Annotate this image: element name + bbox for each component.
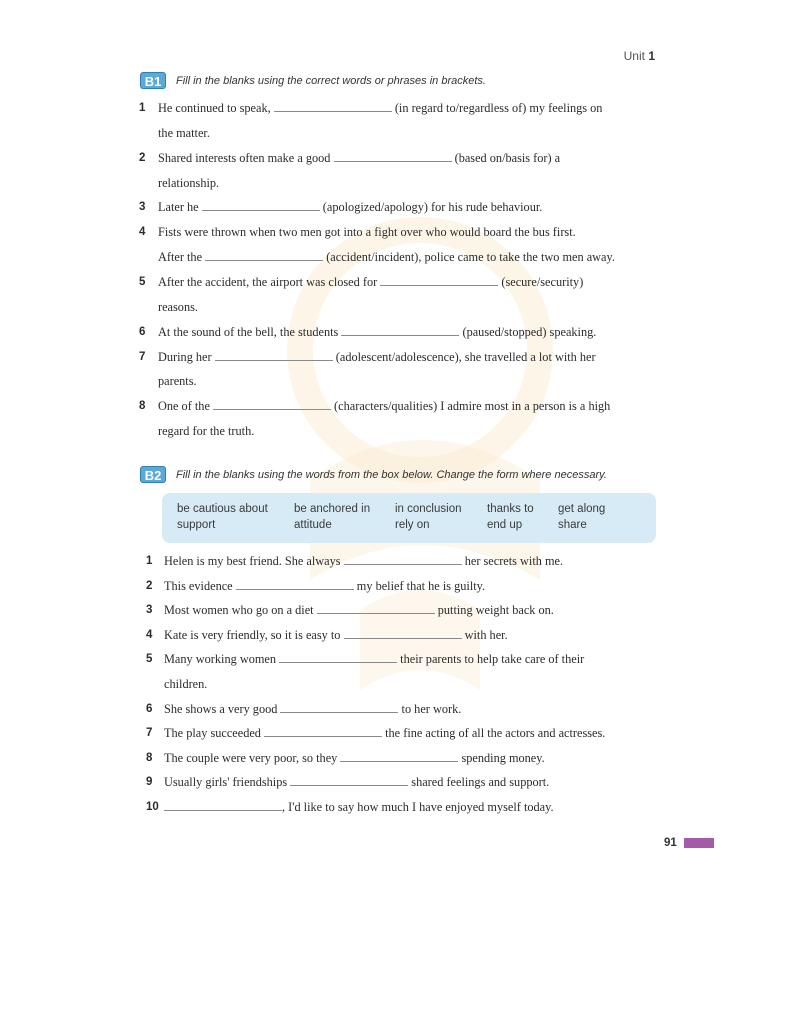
exercise-item	[139, 270, 700, 320]
exercise-item	[146, 746, 700, 771]
word-box-item: get along	[558, 503, 606, 515]
exercise-number: 4	[146, 628, 153, 641]
exercise-number: 7	[146, 727, 153, 740]
exercise-text: the matter.	[158, 125, 210, 140]
word-box-item: end up	[487, 519, 523, 531]
answer-blank[interactable]	[280, 701, 398, 713]
exercise-text: (secure/security)	[498, 274, 584, 289]
exercise-text: children.	[164, 676, 208, 691]
exercise-number: 10	[146, 801, 159, 813]
answer-blank[interactable]	[202, 199, 320, 211]
exercise-line	[158, 220, 576, 245]
exercise-number: 3	[146, 604, 153, 617]
exercise-item	[146, 795, 700, 820]
section-b1-badge: B1	[140, 72, 166, 89]
exercise-text: spending money.	[458, 750, 545, 765]
exercise-text: my belief that he is guilty.	[353, 578, 486, 593]
exercise-text: She shows a very good	[164, 701, 281, 716]
exercise-text: Later he	[158, 200, 202, 215]
answer-blank[interactable]	[344, 627, 462, 639]
exercise-line	[158, 121, 210, 146]
answer-blank[interactable]	[164, 799, 282, 811]
exercise-text: (in regard to/regardless of) my feelings on	[391, 101, 603, 115]
exercise-line	[164, 697, 461, 722]
answer-blank[interactable]	[274, 100, 392, 112]
exercise-number: 9	[146, 776, 153, 789]
word-box-item: be anchored in	[294, 503, 371, 515]
exercise-text: relationship.	[158, 175, 220, 190]
exercise-line	[158, 171, 219, 196]
answer-blank[interactable]	[317, 602, 435, 614]
word-box-item: rely on	[395, 519, 430, 531]
exercise-text: with her.	[461, 627, 508, 642]
exercise-number: 5	[146, 653, 153, 666]
exercise-number: 5	[139, 275, 146, 288]
exercise-text: shared feelings and support.	[408, 775, 550, 790]
exercise-item	[146, 549, 700, 574]
exercise-text: At the sound of the bell, the students	[158, 324, 342, 339]
exercise-text: During her	[158, 349, 215, 364]
answer-blank[interactable]	[264, 725, 382, 737]
exercise-text: Most women who go on a diet	[164, 603, 317, 618]
exercise-line	[164, 549, 563, 574]
word-box-item: be cautious about	[177, 503, 268, 515]
exercise-text: regard for the truth.	[158, 424, 255, 439]
exercise-text: After the accident, the airport was closed for	[158, 274, 381, 289]
answer-blank[interactable]	[340, 750, 458, 762]
exercise-text: The play succeeded	[164, 726, 265, 741]
exercise-item	[146, 647, 700, 696]
exercise-line	[158, 195, 542, 220]
exercise-line	[158, 295, 198, 320]
exercise-text: (paused/stopped) speaking.	[459, 324, 597, 339]
exercise-number: 4	[139, 226, 146, 239]
exercise-line	[164, 647, 584, 672]
section-b2-instruction: Fill in the blanks using the words from the box below. Change the form where necessary.	[176, 468, 607, 481]
exercise-item	[146, 770, 700, 795]
exercise-number: 7	[139, 350, 146, 363]
unit-label: Unit 1	[623, 49, 655, 63]
exercise-line	[164, 795, 554, 820]
exercise-line	[164, 574, 485, 599]
exercise-text: (apologized/apology) for his rude behaviour.	[319, 200, 543, 215]
exercise-item	[146, 598, 700, 623]
exercise-number: 8	[139, 400, 146, 413]
exercise-item	[146, 721, 700, 746]
answer-blank[interactable]	[341, 324, 459, 336]
section-b2-header	[140, 466, 607, 483]
exercise-text: reasons.	[158, 299, 198, 314]
exercise-text: One of the	[158, 399, 213, 414]
section-b2-badge: B2	[140, 466, 166, 483]
page-number: 91	[664, 837, 677, 849]
word-box-item: in conclusion	[395, 503, 462, 515]
exercise-line	[158, 369, 197, 394]
word-box	[162, 493, 656, 543]
exercise-text: , I'd like to say how much I have enjoyed myself today.	[282, 800, 554, 814]
exercise-text: Usually girls' friendships	[164, 775, 291, 790]
answer-blank[interactable]	[215, 349, 333, 361]
exercise-number: 3	[139, 201, 146, 214]
exercise-line	[164, 770, 549, 795]
exercise-text: Kate is very friendly, so it is easy to	[164, 627, 344, 642]
exercise-text: (adolescent/adolescence), she travelled a lot with her	[332, 349, 596, 364]
exercise-item	[146, 697, 700, 722]
exercise-line	[158, 96, 602, 121]
exercise-item	[139, 394, 700, 444]
exercise-text: to her work.	[398, 701, 462, 716]
exercise-line	[158, 146, 560, 171]
exercise-line	[158, 245, 615, 270]
answer-blank[interactable]	[380, 274, 498, 286]
exercise-line	[164, 672, 207, 697]
word-box-item: attitude	[294, 519, 332, 531]
exercise-line	[158, 270, 583, 295]
exercise-text: the fine acting of all the actors and actresses.	[382, 726, 606, 741]
exercise-number: 1	[139, 102, 146, 114]
word-box-item: thanks to	[487, 503, 534, 515]
exercise-number: 6	[139, 325, 146, 338]
exercise-item	[139, 195, 700, 220]
word-box-item: share	[558, 519, 587, 531]
exercise-line	[158, 394, 610, 419]
exercise-text: (accident/incident), police came to take the two men away.	[323, 250, 615, 265]
answer-blank[interactable]	[290, 774, 408, 786]
exercise-item	[146, 623, 700, 648]
exercise-line	[164, 598, 554, 623]
answer-blank[interactable]	[279, 651, 397, 663]
exercise-text: This evidence	[164, 578, 236, 593]
exercise-text: her secrets with me.	[461, 554, 564, 568]
unit-number: 1	[648, 49, 655, 63]
word-box-item: support	[177, 519, 216, 531]
answer-blank[interactable]	[213, 398, 331, 410]
page-number-bar	[684, 838, 714, 848]
exercise-text: After the	[158, 250, 206, 265]
exercise-number: 8	[146, 751, 153, 764]
exercise-text: Many working women	[164, 652, 280, 667]
exercise-line	[164, 623, 508, 648]
exercise-number: 1	[146, 555, 153, 567]
exercise-item	[139, 345, 700, 395]
exercise-number: 2	[139, 151, 146, 164]
exercise-line	[158, 345, 596, 370]
exercise-number: 6	[146, 702, 153, 715]
exercise-line	[158, 320, 596, 345]
exercise-text: Fists were thrown when two men got into a fight over who would board the bus first.	[158, 225, 576, 240]
exercise-line	[158, 419, 254, 444]
exercise-item	[139, 146, 700, 196]
exercise-text: He continued to speak,	[158, 101, 274, 115]
exercise-item	[146, 574, 700, 599]
exercise-text: putting weight back on.	[434, 603, 554, 618]
section-b1-header	[140, 72, 486, 89]
answer-blank[interactable]	[344, 553, 462, 565]
exercise-text: (based on/basis for) a	[451, 150, 561, 165]
exercise-text: Helen is my best friend. She always	[164, 554, 344, 568]
exercise-text: (characters/qualities) I admire most in a person is a high	[330, 399, 611, 414]
exercise-line	[164, 746, 545, 771]
exercise-item	[139, 320, 700, 345]
exercise-item	[139, 220, 700, 270]
exercise-text: parents.	[158, 374, 197, 389]
exercise-text: Shared interests often make a good	[158, 150, 334, 165]
exercise-number: 2	[146, 579, 153, 592]
answer-blank[interactable]	[334, 150, 452, 162]
answer-blank[interactable]	[205, 249, 323, 261]
answer-blank[interactable]	[236, 578, 354, 590]
exercise-text: The couple were very poor, so they	[164, 750, 341, 765]
exercise-text: their parents to help take care of their	[397, 652, 585, 667]
exercise-line	[164, 721, 605, 746]
section-b1-instruction: Fill in the blanks using the correct words or phrases in brackets.	[176, 74, 486, 87]
exercise-item	[139, 96, 700, 146]
